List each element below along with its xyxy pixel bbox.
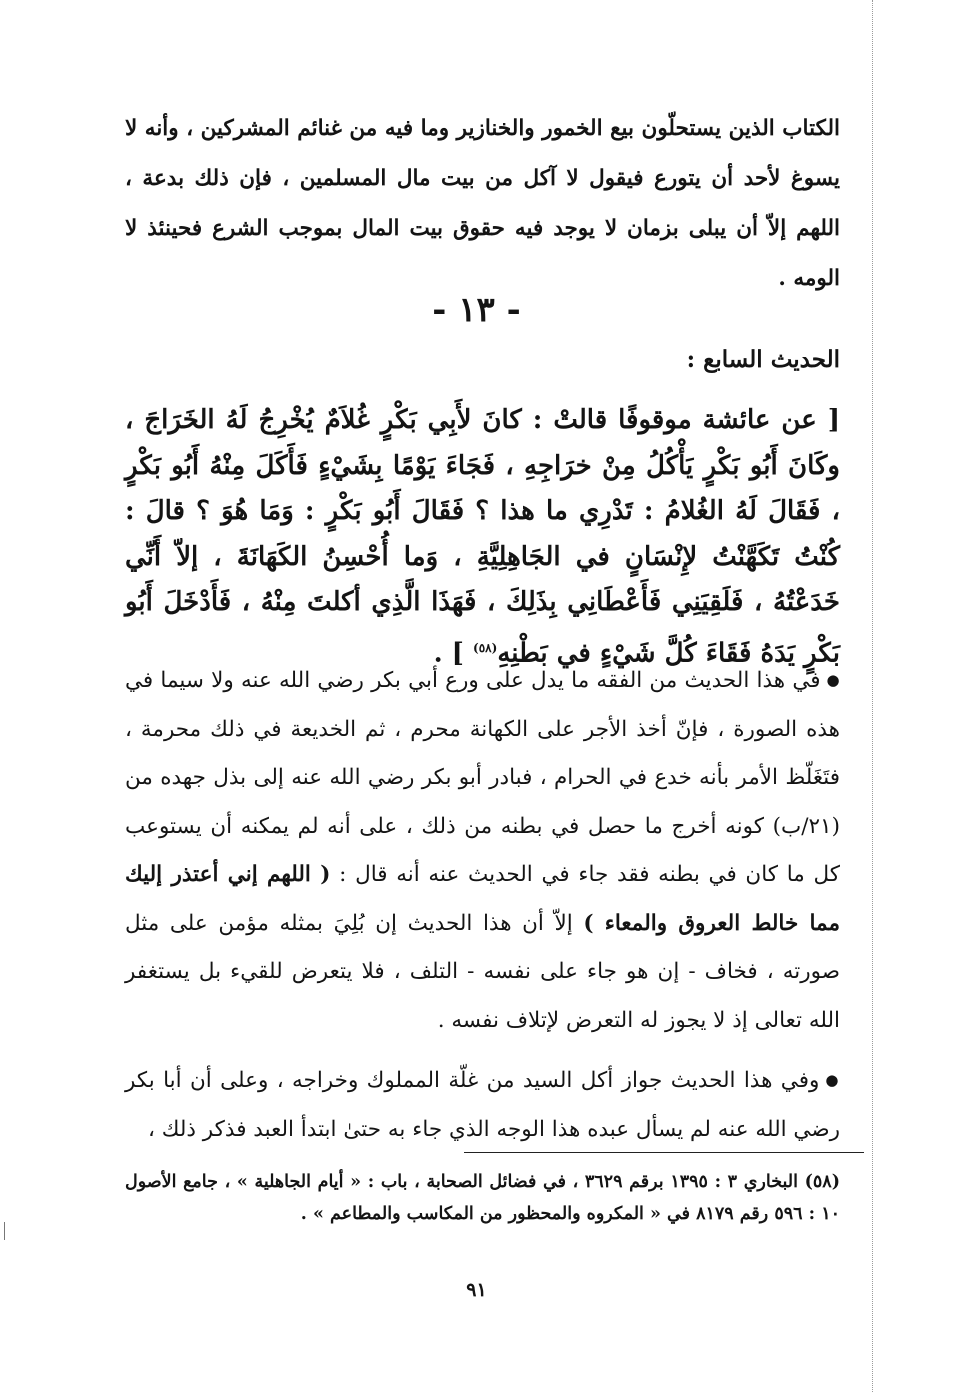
commentary-paragraph-2 [125, 1056, 840, 1154]
commentary-1-text-b: إلاّ أن هذا الحديث إن بُلِيَ بمثله مؤمن على مثل صورته ، فخاف - إن هو جاء على نفسه - التلف ، فلا يتعرض للقيء بل يستغفر الله تعالى إذ لا يجوز له التعرض لإتلاف نفسه . [125, 910, 840, 1033]
commentary-1-text-a: في هذا الحديث من الفقه ما يدل على ورع أبي بكر رضي الله عنه ولا سيما في هذه الصورة ، فإنّ أخذ الأجر على الكهانة محرم ، ثم الخديعة في ذلك محرمة ، فتَغَلّظ الأمر بأنه خدع في الحرام ، فبادر أبو بكر رضي الله عنه إلى بذل جهده من (٢١/ب) كونه أخرج ما حصل في بطنه من ذلك ، على أنه لم يمكنه أن يستوعب كل ما كان في بطنه فقد جاء في الحديث عنه أنه قال : [125, 668, 840, 887]
hadith-heading: الحديث السابع : [686, 346, 840, 373]
top-paragraph: الكتاب الذين يستحلّون بيع الخمور والخنازير وما فيه من غنائم المشركين ، وأنه لا يسوغ لأحد أن يتورع فيقول لا آكل من بيت مال المسلمين ، فإن ذلك بدعة ، اللهم إلاّ أن يبلى بزمان لا يوجد فيه حقوق بيت المال بموجب الشرع فحينئذ لا الومه . [125, 116, 840, 291]
page-edge-dotted-line [872, 0, 873, 1392]
bullet-dot-icon: ● [826, 671, 840, 689]
commentary-2-text: وفي هذا الحديث جواز أكل السيد من غلّة المملوك وخراجه ، وعلى أن أبا بكر رضي الله عنه لم يسأل عبده هذا الوجه الذي جاء به حتىٰ ابتدأ العبد فذكر ذلك ، [125, 1068, 840, 1142]
page-number: ٩١ [466, 1279, 487, 1301]
footnote-reference: (٥٨) [473, 640, 498, 655]
commentary-1-quote: ( اللهم إني أعتذر إليك مما خالط العروق والمعاء ) [125, 862, 840, 936]
scan-edge-mark [4, 1222, 5, 1240]
commentary-paragraph-1 [125, 656, 840, 1045]
footnote: (٥٨) البخاري ٣ : ١٣٩٥ برقم ٣٦٢٩ ، في فضائل الصحابة ، باب : « أيام الجاهلية » ، جامع الأصول ١٠ : ٥٩٦ رقم ٨١٧٩ في « المكروه والمحظور من المكاسب والمطاعم » . [125, 1172, 840, 1224]
section-number: - ١٣ - [432, 290, 521, 330]
bullet-dot-icon: ● [825, 1071, 841, 1089]
hadith-close-bracket: ] . [433, 638, 474, 669]
hadith-text: [ عن عائشة موقوفًا قالتْ : كانَ لأَبِي بَكْرٍ غُلاَمٌ يُخْرِجُ لَهُ الخَرَاجَ ، وكَانَ أَبُو بَكْرٍ يَأْكُلُ مِنْ خرَاجِهِ ، فَجَاءَ يَوْمًا بِشَيْءٍ فَأَكَلَ مِنْهُ أَبُو بَكْرٍ ، فَقَالَ لَهُ الغُلامُ : تَدْرِي ما هذا ؟ فَقَالَ أَبُو بَكْرٍ : وَمَا هُوَ ؟ قالَ : كُنْتُ تَكَهَّنْتُ لإِنْسَانٍ في الجَاهِلِيَّةِ ، وَما أُحْسِنُ الكَهَانَةَ ، إلاّ أَنِّي خَدَعْتُهُ ، فَلَقِيَنِي فَأَعْطَانِي بِذَلِكَ ، فَهَذَا الَّذِي أكلتَ مِنْهُ ، فَأَدْخَلَ أَبُو بَكْرٍ يَدَهُ فَقَاءَ كُلَّ شَيْءٍ في بَطْنِهِ [125, 405, 841, 669]
footnote-separator [464, 1152, 864, 1153]
hadith-text-block [125, 398, 840, 677]
